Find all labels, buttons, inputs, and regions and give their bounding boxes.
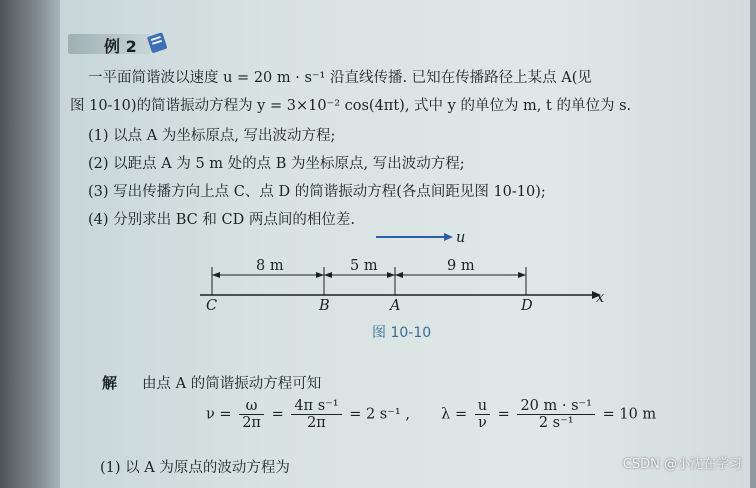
- question-4: (4) 分别求出 BC 和 CD 两点间的相位差.: [88, 212, 355, 228]
- watermark: CSDN @小沈在学习: [622, 457, 742, 472]
- lambda-lhs: λ =: [441, 406, 468, 423]
- axis-label: x: [596, 290, 605, 306]
- problem-line-2: 图 10-10)的简谐振动方程为 y = 3×10⁻² cos(4πt), 式中 y 的单位为 m, t 的单位为 s.: [70, 98, 632, 114]
- point-d-label: D: [521, 298, 533, 314]
- question-3: (3) 写出传播方向上点 C、点 D 的简谐振动方程(各点间距见图 10-10);: [88, 184, 546, 200]
- lambda-result: = 10 m: [602, 406, 657, 423]
- nu-lhs: ν =: [206, 406, 232, 423]
- question-1: (1) 以点 A 为坐标原点, 写出波动方程;: [88, 128, 336, 144]
- example-label: 例 2: [104, 37, 137, 56]
- book-icon: [146, 30, 170, 54]
- point-a-label: A: [390, 298, 401, 314]
- problem-line-1: 一平面简谐波以速度 u = 20 m · s⁻¹ 沿直线传播. 已知在传播路径上某点 A(见: [88, 70, 592, 86]
- point-c-label: C: [206, 298, 218, 314]
- distance-cb-label: 8 m: [256, 258, 284, 274]
- velocity-arrowhead: [444, 233, 453, 241]
- lambda-fraction-2: $\frac{\text{20 m · s⁻¹}}{\text{2 s⁻¹}}$: [517, 398, 595, 431]
- velocity-label: u: [456, 230, 466, 246]
- nu-fraction-2: $\frac{\text{4π s⁻¹}}{2\pi}$: [291, 398, 341, 431]
- solution-intro: 由点 A 的简谐振动方程可知: [142, 376, 322, 392]
- wave-figure: [200, 228, 620, 323]
- lambda-fraction-1: $\frac{u}{\nu}$: [475, 398, 490, 431]
- question-2: (2) 以距点 A 为 5 m 处的点 B 为坐标原点, 写出波动方程;: [88, 156, 465, 172]
- solution-part-1: (1) 以 A 为原点的波动方程为: [100, 460, 290, 476]
- book-gutter: [0, 0, 60, 488]
- formula-line: ν = $\frac{\omega}{2\pi}$ = $\frac{\text{4π s⁻¹}}{2\pi}$ = 2 s⁻¹ , λ = $\frac{u}{\nu}$ = $\frac{\text{20 m · s⁻¹}}{\text{2 s⁻¹}}$ = 10 m: [206, 398, 657, 431]
- nu-fraction-1: $\frac{\omega}{2\pi}$: [239, 398, 264, 431]
- nu-result: = 2 s⁻¹ ,: [349, 406, 410, 423]
- figure-caption: 图 10-10: [372, 325, 432, 341]
- point-b-label: B: [319, 298, 330, 314]
- solution-label: 解: [102, 374, 118, 392]
- distance-ad-label: 9 m: [447, 258, 475, 274]
- distance-ba-label: 5 m: [350, 258, 378, 274]
